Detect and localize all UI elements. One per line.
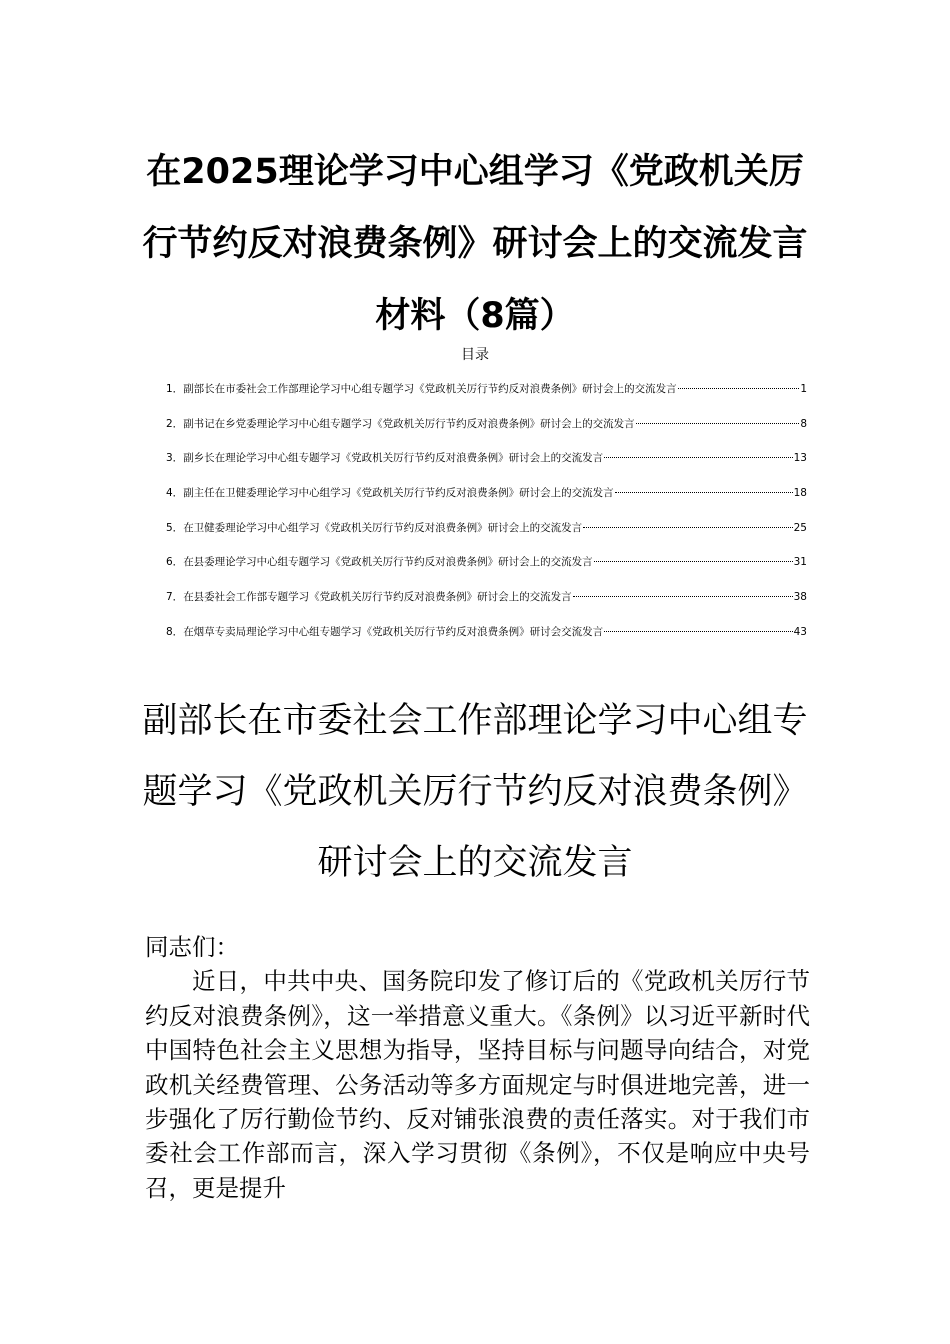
toc-entry-page: 38 <box>793 591 807 604</box>
toc-entry-title: 副乡长在理论学习中心组专题学习《党政机关厉行节约反对浪费条例》研讨会上的交流发言 <box>183 452 604 465</box>
toc-dot-leader <box>573 596 793 597</box>
toc-entry-page: 8 <box>800 417 807 430</box>
toc-entry-title: 副书记在乡党委理论学习中心组专题学习《党政机关厉行节约反对浪费条例》研讨会上的交流发言 <box>183 417 635 430</box>
toc-entry-title: 副部长在市委社会工作部理论学习中心组专题学习《党政机关厉行节约反对浪费条例》研讨会上的交流发言 <box>183 383 677 395</box>
toc-entry-number: 8． <box>166 625 184 638</box>
toc-entry-title: 在县委社会工作部专题学习《党政机关厉行节约反对浪费条例》研讨会上的交流发言 <box>183 591 572 604</box>
toc-entry[interactable] <box>166 484 807 519</box>
table-of-contents <box>166 380 807 658</box>
toc-entry-number: 7． <box>166 591 184 604</box>
toc-entry[interactable] <box>166 415 807 450</box>
toc-entry-title: 在县委理论学习中心组专题学习《党政机关厉行节约反对浪费条例》研讨会上的交流发言 <box>183 556 593 569</box>
toc-entry-number: 2． <box>166 417 184 430</box>
salutation: 同志们： <box>145 933 239 961</box>
toc-entry[interactable] <box>166 380 807 415</box>
toc-entry-title: 在卫健委理论学习中心组学习《党政机关厉行节约反对浪费条例》研讨会上的交流发言 <box>183 521 583 534</box>
toc-entry[interactable] <box>166 623 807 658</box>
document-title: 在2025理论学习中心组学习《党政机关厉行节约反对浪费条例》研讨会上的交流发言材料（8篇） <box>142 152 808 336</box>
toc-entry[interactable] <box>166 519 807 554</box>
toc-dot-leader <box>594 561 793 562</box>
toc-entry-page: 25 <box>793 521 807 534</box>
toc-entry-page: 13 <box>793 452 807 465</box>
toc-entry-number: 5． <box>166 521 184 534</box>
toc-dot-leader <box>604 457 792 458</box>
toc-entry[interactable] <box>166 449 807 484</box>
toc-dot-leader <box>615 492 793 493</box>
toc-entry-page: 31 <box>793 556 807 569</box>
toc-dot-leader <box>636 423 800 424</box>
toc-entry-page: 18 <box>793 487 807 500</box>
toc-entry[interactable] <box>166 553 807 588</box>
paragraph: 近日，中共中央、国务院印发了修订后的《党政机关厉行节约反对浪费条例》，这一举措意义重大。《条例》以习近平新时代中国特色社会主义思想为指导，坚持目标与问题导向结合，对党政机关经费管理、公务活动等多方面规定与时俱进地完善，进一步强化了厉行勤俭节约、反对铺张浪费的责任落实。对于我们市委社会工作部而言，深入学习贯彻《条例》，不仅是响应中央号召，更是提升 <box>145 967 810 1202</box>
toc-entry-number: 3． <box>166 452 184 465</box>
toc-entry-page: 1 <box>800 383 807 395</box>
toc-heading: 目录 <box>461 347 489 363</box>
toc-entry-title: 副主任在卫健委理论学习中心组学习《党政机关厉行节约反对浪费条例》研讨会上的交流发言 <box>183 487 614 500</box>
toc-entry-number: 6． <box>166 556 184 569</box>
section-title: 副部长在市委社会工作部理论学习中心组专题学习《党政机关厉行节约反对浪费条例》研讨会上的交流发言 <box>142 701 808 883</box>
toc-dot-leader <box>678 388 800 389</box>
body-text <box>145 930 810 1205</box>
toc-dot-leader <box>604 631 792 632</box>
toc-entry-number: 4． <box>166 487 184 500</box>
toc-entry-number: 1． <box>166 383 184 395</box>
toc-entry-title: 在烟草专卖局理论学习中心组专题学习《党政机关厉行节约反对浪费条例》研讨会交流发言 <box>183 625 604 638</box>
toc-dot-leader <box>583 527 792 528</box>
toc-entry[interactable] <box>166 588 807 623</box>
toc-entry-page: 43 <box>793 625 807 638</box>
